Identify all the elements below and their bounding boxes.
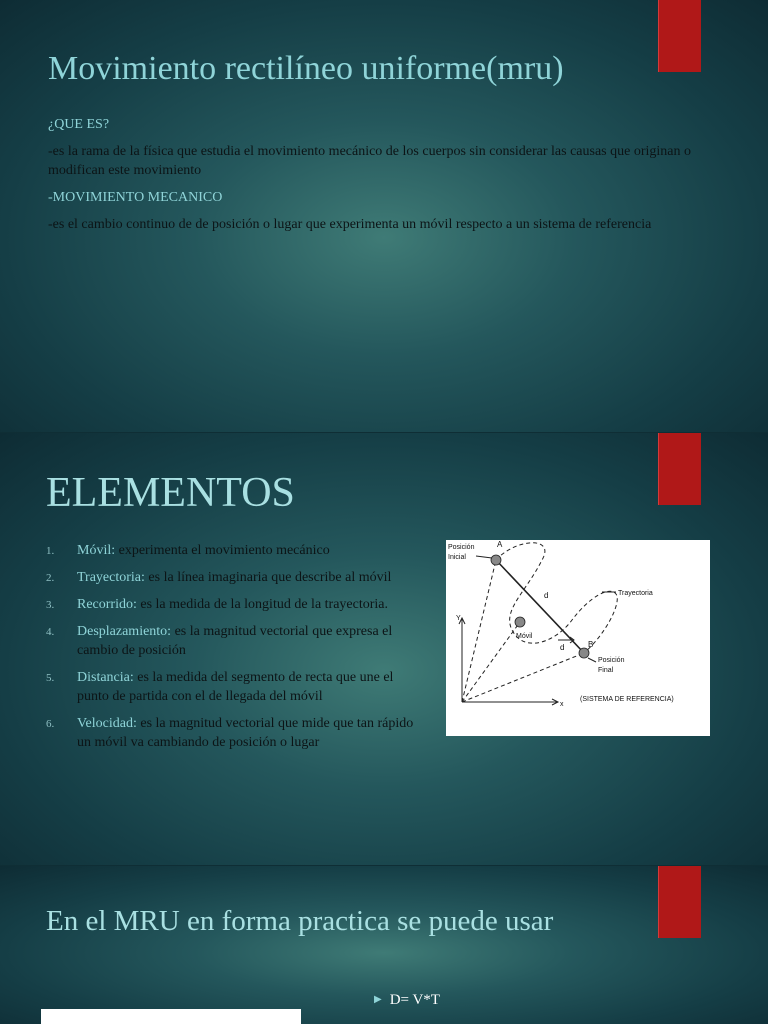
list-item-number: 4.	[46, 626, 55, 638]
list-item	[46, 541, 426, 560]
point-b	[579, 648, 589, 658]
list-item-number: 5.	[46, 672, 55, 684]
slide-mru-definition	[0, 0, 768, 432]
list-item-term: Trayectoria:	[77, 570, 145, 585]
list-item	[46, 668, 426, 706]
list-item-number: 1.	[46, 545, 55, 557]
position-vector-a	[462, 560, 496, 702]
list-item-description: es la medida del segmento de recta que une el punto de partida con el de llegada del móvil	[77, 670, 394, 704]
label-y: Y	[456, 615, 461, 622]
list-item-description: es la medida de la longitud de la trayectoria.	[136, 597, 388, 612]
final-pointer	[588, 658, 596, 662]
slide-mru-practice	[0, 866, 768, 1024]
movil-point	[515, 617, 525, 627]
label-pos-inicial-2: Inicial	[448, 554, 466, 561]
slide-title: En el MRU en forma practica se puede usar	[46, 905, 554, 937]
label-d: d	[544, 591, 549, 600]
label-movil: Móvil	[516, 633, 533, 640]
subdefinition-text: -es el cambio continuo de de posición o lugar que experimenta un móvil respecto a un sistema de referencia	[48, 217, 652, 232]
label-b: B	[588, 640, 594, 649]
slide-elementos	[0, 433, 768, 865]
list-item-number: 6.	[46, 718, 55, 730]
list-item-term: Desplazamiento:	[77, 624, 172, 639]
question-heading: ¿QUE ES?	[48, 117, 110, 132]
list-item-description: experimenta el movimiento mecánico	[115, 543, 330, 558]
label-a: A	[497, 540, 503, 549]
label-x: x	[560, 701, 564, 708]
bullet-arrow-icon: ▶	[374, 994, 382, 1005]
slide-title: ELEMENTOS	[46, 470, 295, 516]
list-item-number: 3.	[46, 599, 55, 611]
list-item-description: es la línea imaginaria que describe al móvil	[144, 570, 392, 585]
list-item-term: Velocidad:	[77, 716, 137, 731]
elements-list	[46, 541, 426, 760]
list-item-term: Recorrido:	[77, 597, 137, 612]
label-trayectoria: Trayectoria	[618, 590, 653, 597]
definition-text: -es la rama de la física que estudia el movimiento mecánico de los cuerpos sin considerar las causas que originan o modifican este movimiento	[48, 144, 692, 178]
label-pos-inicial-1: Posición	[448, 544, 475, 551]
list-item-term: Distancia:	[77, 670, 134, 685]
red-accent-tab	[658, 433, 701, 505]
list-item-description: es la magnitud vectorial que expresa el cambio de posición	[77, 624, 393, 658]
white-content-box	[41, 1009, 301, 1024]
trajectory-path	[496, 543, 617, 653]
list-item	[46, 568, 426, 587]
motion-diagram-svg	[446, 540, 710, 736]
red-accent-tab	[658, 0, 701, 72]
list-item	[46, 622, 426, 660]
displacement-line	[496, 560, 584, 653]
formula-text: D= V*T	[389, 992, 440, 1008]
label-pos-final-1: Posición	[598, 657, 625, 664]
initial-pointer	[476, 556, 492, 558]
list-item	[46, 714, 426, 752]
label-d-vec: d	[560, 643, 565, 652]
list-item-description: es la magnitud vectorial que mide que tan rápido un móvil va cambiando de posición o lugar	[77, 716, 414, 750]
motion-diagram	[446, 540, 710, 736]
formula-bullet	[374, 992, 440, 1009]
list-item	[46, 595, 426, 614]
list-item-number: 2.	[46, 572, 55, 584]
point-a	[491, 555, 501, 565]
slide-body	[48, 115, 698, 242]
slide-title: Movimiento rectilíneo uniforme(mru)	[48, 50, 564, 87]
list-item-term: Móvil:	[77, 543, 116, 558]
subheading: -MOVIMIENTO MECANICO	[48, 190, 223, 205]
label-pos-final-2: Final	[598, 667, 614, 674]
red-accent-tab	[658, 866, 701, 938]
label-sistema: (SISTEMA DE REFERENCIA)	[580, 696, 674, 703]
